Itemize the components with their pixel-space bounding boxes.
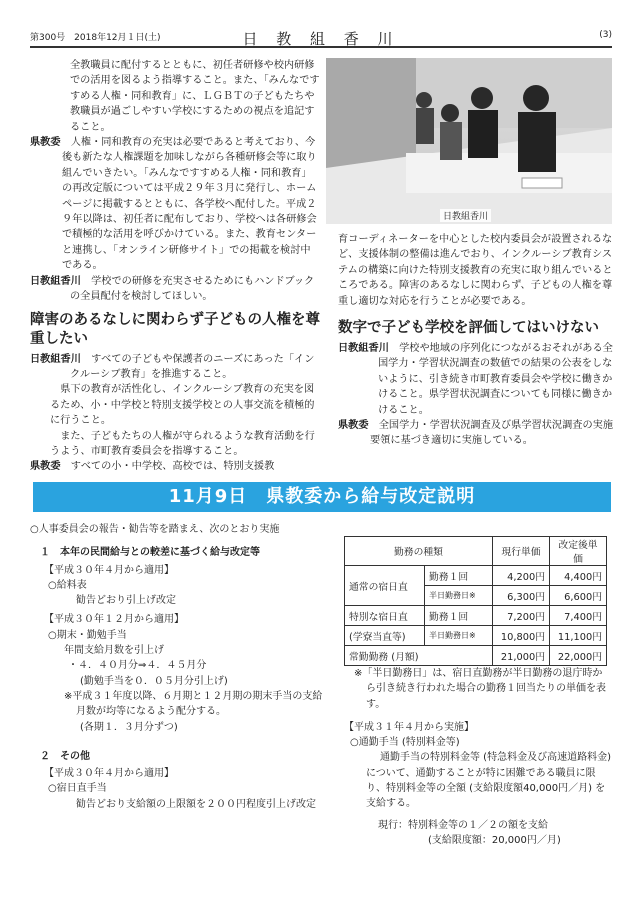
table-cell: 21,000円 <box>493 646 550 666</box>
left-column <box>30 58 320 475</box>
item-text: 勧告どおり引上げ改定 <box>76 595 176 607</box>
table-header: 改定後単価 <box>550 537 607 566</box>
item-text: (各期１．３月分ずつ) <box>80 721 178 733</box>
speaker-label: 日教組香川 <box>30 275 81 287</box>
table-note: ※「半日勤務日」は、宿日直勤務が半日勤務の退庁時から引き続き行われた場合の勤務１回当たりの単価を表す。 <box>354 668 606 710</box>
page-header <box>30 28 612 48</box>
table-note-and-commute <box>344 666 612 848</box>
table-cell: 7,400円 <box>550 606 607 626</box>
item-text: 勧告どおり支給額の上限額を２００円程度引上げ改定 <box>76 798 316 810</box>
paragraph: 全教職員に配付するとともに、初任者研修や校内研修での活用を図るよう指導すること。また、「みんなですすめる人権・同和教育」に、ＬＧＢＴの子どもたちや教職員が過ごしやすい学校にするための視点を追記すること。 <box>70 60 320 133</box>
table-cell: 常勤勤務 (月額) <box>345 646 493 666</box>
table-cell: 勤務１回 <box>425 606 493 626</box>
table-header-row <box>345 537 607 566</box>
date-bracket: 【平成３０年４月から適用】 <box>44 564 174 576</box>
item-text: ・４．４０月分⇒４．４５月分 <box>68 660 207 672</box>
item-label: ○通勤手当 (特別料金等) <box>350 737 460 749</box>
section-heading: 障害のあるなしに関わらず子どもの人権を尊重したい <box>30 311 320 347</box>
date-bracket: 【平成３０年４月から適用】 <box>44 768 174 780</box>
table-cell: 11,100円 <box>550 626 607 646</box>
speaker-label: 日教組香川 <box>30 353 81 365</box>
issue-info: 第300号 2018年12月１日(土) <box>30 33 161 43</box>
item-text: (勤勉手当を０．０５月分引上げ) <box>80 675 228 687</box>
item-heading: １ 本年の民間給与との較差に基づく給与改定等 <box>40 547 260 559</box>
item-heading: ２ その他 <box>40 750 90 762</box>
table-header: 現行単価 <box>493 537 550 566</box>
paragraph: 県教委 すべての小・中学校、高校では、特別支援教 <box>30 461 275 473</box>
item-text: (支給限度額：20,000円／月) <box>428 834 561 846</box>
item-text: 年間支給月数を引上げ <box>64 645 164 657</box>
table-cell: 4,400円 <box>550 566 607 586</box>
photo-caption: 日教組香川 <box>440 209 491 222</box>
paragraph: 日教組香川 学校での研修を充実させるためにもハンドブックの全員配付を検討してほしい。 <box>30 275 315 303</box>
paragraph: 県教委 人権・同和教育の充実は必要であると考えており、今後も新たな人権課題を加味しながら各種研修会等に取り組んでいきたい。「みんなですすめる人権・同和教育」の再改定版については平成２９年３月に発行し、ホームページに掲載するとともに、各学校へ配付した。平成２９年以降は、初任者に配布しており、学校へは各研修会で積極的な活用を呼びかけている。また、教育センターと連携し、「オンライン研修サイト」での掲載を検討中である。 <box>30 137 317 272</box>
speaker-label: 県教委 <box>30 461 61 473</box>
table-cell: 7,200円 <box>493 606 550 626</box>
table-row <box>345 646 607 666</box>
table-cell: 6,600円 <box>550 586 607 606</box>
newsletter-title: 日 教 組 香 川 <box>242 30 400 48</box>
salary-revision-details <box>30 522 330 812</box>
speaker-label: 県教委 <box>30 137 61 149</box>
item-label: ○宿日直手当 <box>48 783 107 795</box>
table-row <box>345 566 607 586</box>
right-column <box>338 232 614 449</box>
table-cell: 通常の宿日直 <box>345 566 425 606</box>
table-row <box>345 626 607 646</box>
item-text: 現行：特別料金等の１／２の額を支給 <box>378 819 548 831</box>
speaker-label: 日教組香川 <box>338 343 389 355</box>
section-banner: 11月9日 県教委から給与改定説明 <box>33 482 611 512</box>
table-cell: 10,800円 <box>493 626 550 646</box>
item-note: ※平成３１年度以降、６月期と１２月期の期末手当の支給月数が均等になるよう配分する。 <box>64 690 323 718</box>
speaker-label: 県教委 <box>338 420 369 432</box>
table-cell: 6,300円 <box>493 586 550 606</box>
meeting-photo-illustration <box>326 58 612 224</box>
table-cell: 半日勤務日※ <box>425 586 493 606</box>
table-cell: (学寮当直等) <box>345 626 425 646</box>
paragraph: 県教委 全国学力・学習状況調査及び県学習状況調査の実施要領に基づき適切に実施している。 <box>338 420 614 447</box>
table-header: 勤務の種類 <box>345 537 493 566</box>
table-cell: 22,000円 <box>550 646 607 666</box>
paragraph: 日教組香川 すべての子どもや保護者のニーズにあった「インクルーシブ教育」を推進すること。 <box>30 353 315 380</box>
item-label: ○給料表 <box>48 579 87 591</box>
allowance-table <box>344 536 607 666</box>
date-bracket: 【平成３０年１２月から適用】 <box>44 614 184 626</box>
intro-text: ○人事委員会の報告・勧告等を踏まえ、次のとおり実施 <box>30 524 280 535</box>
date-bracket: 【平成３１年４月から実施】 <box>344 721 474 733</box>
page-number: (3) <box>599 30 612 40</box>
item-text: 通勤手当の特別料金等 (特急料金及び高速道路料金) について、通勤することが特に困難である職員に限り、特別料金等の全額 (支給限度額40,000円／月) を支給する。 <box>366 752 611 810</box>
meeting-photo <box>326 58 612 224</box>
table-cell: 4,200円 <box>493 566 550 586</box>
item-label: ○期末・勤勉手当 <box>48 629 127 641</box>
table-cell: 特別な宿日直 <box>345 606 425 626</box>
paragraph: 県下の教育が活性化し、インクルーシブ教育の充実を図るため、小・中学校と特別支援学校との人事交流を積極的に行うこと。 <box>50 384 315 427</box>
table-row <box>345 606 607 626</box>
paragraph: 育コーディネーターを中心とした校内委員会が設置されるなど、支援体制の整備は進んでおり、インクルーシブ教育システムの構築に向けた特別支援教育の充実に取り組んでいるところである。障害のあるなしに関わらず、子どもの人権を尊重し適切な対応を行うことが必要である。 <box>338 234 613 307</box>
paragraph: また、子どもたちの人権が守られるような教育活動を行うよう、市町教育委員会を指導すること。 <box>50 430 315 457</box>
paragraph: 日教組香川 学校や地域の序列化につながるおそれがある全国学力・学習状況調査の数値での結果の公表をしないように、引き続き市町教育委員会や学校に働きかけること。県学習状況調査についても同様に働きかけること。 <box>338 343 613 416</box>
table-cell: 半日勤務日※ <box>425 626 493 646</box>
section-heading: 数字で子ども学校を評価してはいけない <box>338 320 599 337</box>
table-cell: 勤務１回 <box>425 566 493 586</box>
